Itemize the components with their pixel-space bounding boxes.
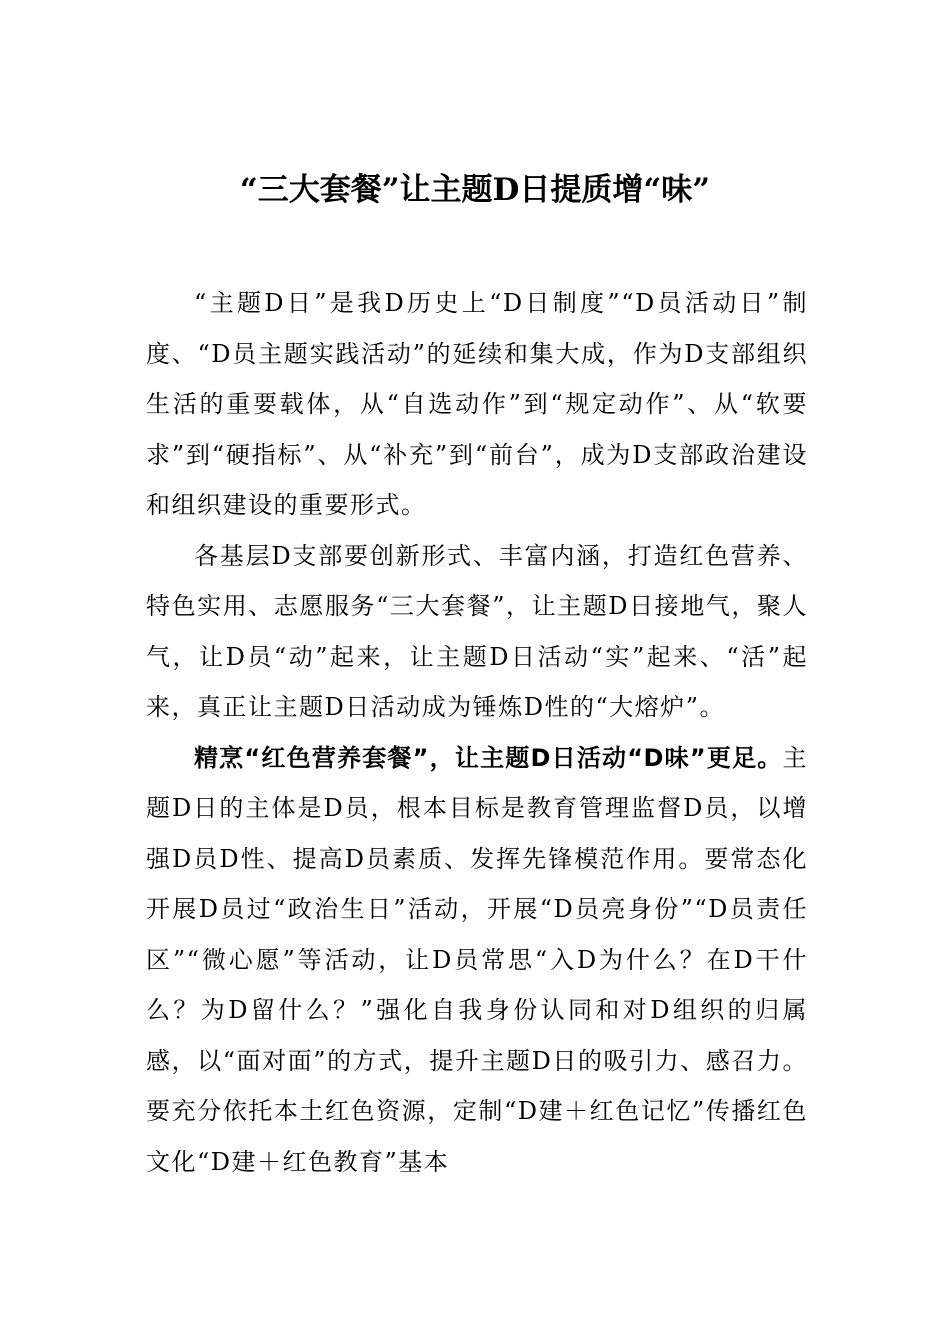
- paragraph-1: [146, 278, 808, 531]
- document-title: “三大套餐”让主题D日提质增“味”: [239, 172, 711, 208]
- paragraph-3-lead: 精烹“红色营养套餐”，让主题D日活动“D味”更足。: [194, 743, 783, 772]
- document-body: [146, 278, 808, 1187]
- paragraph-2: [146, 531, 808, 733]
- paragraph-3: [146, 733, 808, 1188]
- paragraph-3-text: 主题D日的主体是D员，根本目标是教育管理监督D员，以增强D员D性、提高D员素质、发挥先锋模范作用。要常态化开展D员过“政治生日”活动，开展“D员亮身份”“D员责任区”“微心愿”等活动，让D员常思“入D为什么？在D干什么？为D留什么？”强化自我身份认同和对D组织的归属感，以“面对面”的方式，提升主题D日的吸引力、感召力。要充分依托本土红色资源，定制“D建＋红色记忆”传播红色文化“D建＋红色教育”基本: [146, 743, 808, 1176]
- paragraph-2-text: 各基层D支部要创新形式、丰富内涵，打造红色营养、特色实用、志愿服务“三大套餐”，让主题D日接地气，聚人气，让D员“动”起来，让主题D日活动“实”起来、“活”起来，真正让主题D日活动成为锤炼D性的“大熔炉”。: [146, 541, 808, 721]
- paragraph-1-text: “主题D日”是我D历史上“D日制度”“D员活动日”制度、“D员主题实践活动”的延续和集大成，作为D支部组织生活的重要载体，从“自选动作”到“规定动作”、从“软要求”到“硬指标”、从“补充”到“前台”，成为D支部政治建设和组织建设的重要形式。: [146, 289, 808, 519]
